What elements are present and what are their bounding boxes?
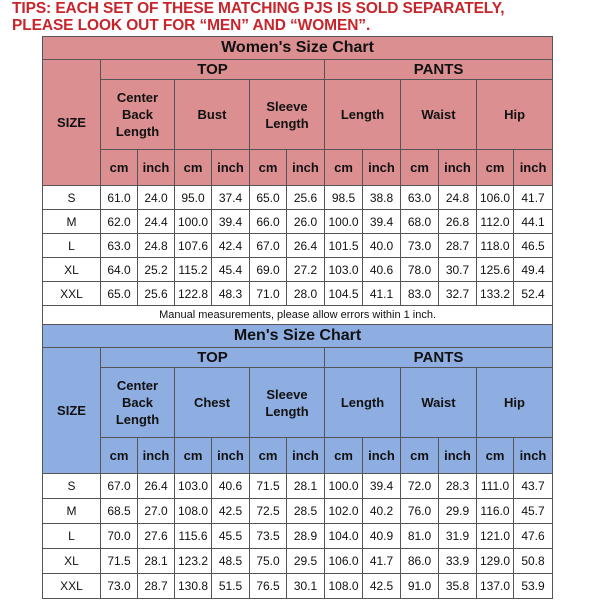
- table-cell: 75.0: [250, 549, 287, 574]
- table-cell: 67.0: [250, 234, 287, 258]
- table-cell: 104.0: [325, 524, 363, 549]
- table-cell: 122.8: [175, 282, 212, 306]
- table-cell: 101.5: [325, 234, 363, 258]
- table-row: [43, 499, 553, 524]
- tips-line-2: PLEASE LOOK OUT FOR “MEN” AND “WOMEN”.: [12, 17, 371, 34]
- size-header: SIZE: [43, 60, 101, 186]
- table-cell: 45.7: [514, 499, 553, 524]
- table-cell: 35.8: [439, 574, 477, 599]
- unit-header: cm: [477, 438, 514, 474]
- table-cell: 40.0: [363, 234, 401, 258]
- table-cell: 25.2: [138, 258, 175, 282]
- table-row: [43, 186, 553, 210]
- table-cell: 112.0: [477, 210, 514, 234]
- table-cell: 73.5: [250, 524, 287, 549]
- table-cell: 103.0: [325, 258, 363, 282]
- table-cell: 39.4: [363, 210, 401, 234]
- table-row: [43, 524, 553, 549]
- unit-header: cm: [101, 438, 138, 474]
- table-cell: 111.0: [477, 474, 514, 499]
- unit-header: inch: [138, 438, 175, 474]
- table-cell: 70.0: [101, 524, 138, 549]
- table-cell: 26.4: [287, 234, 325, 258]
- unit-header: cm: [325, 150, 363, 186]
- table-cell: 108.0: [325, 574, 363, 599]
- table-cell: 61.0: [101, 186, 138, 210]
- table-cell: 27.2: [287, 258, 325, 282]
- table-cell: 72.0: [401, 474, 439, 499]
- table-cell: 37.4: [212, 186, 250, 210]
- unit-header: cm: [175, 150, 212, 186]
- table-cell: 41.7: [514, 186, 553, 210]
- unit-header: inch: [212, 150, 250, 186]
- unit-header: inch: [514, 438, 553, 474]
- table-cell: 30.1: [287, 574, 325, 599]
- table-cell: 30.7: [439, 258, 477, 282]
- table-cell: 26.4: [138, 474, 175, 499]
- table-cell: 123.2: [175, 549, 212, 574]
- size-label-cell: S: [43, 186, 101, 210]
- table-cell: 65.0: [250, 186, 287, 210]
- column-header: Length: [325, 368, 401, 438]
- column-header: Hip: [477, 368, 553, 438]
- column-header: Bust: [175, 80, 250, 150]
- table-cell: 98.5: [325, 186, 363, 210]
- table-cell: 26.0: [287, 210, 325, 234]
- unit-header: inch: [439, 150, 477, 186]
- table-cell: 40.6: [363, 258, 401, 282]
- size-label-cell: M: [43, 499, 101, 524]
- top-group-header: TOP: [101, 60, 325, 80]
- column-header: Sleeve Length: [250, 368, 325, 438]
- unit-header: cm: [325, 438, 363, 474]
- size-label-cell: XXL: [43, 282, 101, 306]
- table-row: [43, 258, 553, 282]
- size-label-cell: S: [43, 474, 101, 499]
- table-cell: 103.0: [175, 474, 212, 499]
- table-cell: 27.0: [138, 499, 175, 524]
- table-cell: 130.8: [175, 574, 212, 599]
- table-cell: 49.4: [514, 258, 553, 282]
- table-cell: 45.4: [212, 258, 250, 282]
- size-label-cell: L: [43, 234, 101, 258]
- column-header: Chest: [175, 368, 250, 438]
- table-cell: 76.5: [250, 574, 287, 599]
- tips-banner: [12, 0, 592, 34]
- column-header: Sleeve Length: [250, 80, 325, 150]
- unit-header: cm: [175, 438, 212, 474]
- table-cell: 33.9: [439, 549, 477, 574]
- column-header: Center Back Length: [101, 368, 175, 438]
- unit-header: inch: [287, 438, 325, 474]
- table-cell: 71.5: [101, 549, 138, 574]
- column-header: Waist: [401, 368, 477, 438]
- column-header: Hip: [477, 80, 553, 150]
- table-cell: 78.0: [401, 258, 439, 282]
- table-cell: 28.3: [439, 474, 477, 499]
- table-cell: 115.2: [175, 258, 212, 282]
- table-cell: 62.0: [101, 210, 138, 234]
- table-row: [43, 210, 553, 234]
- table-cell: 28.1: [138, 549, 175, 574]
- table-cell: 28.7: [138, 574, 175, 599]
- table-cell: 108.0: [175, 499, 212, 524]
- table-cell: 100.0: [175, 210, 212, 234]
- size-label-cell: XL: [43, 549, 101, 574]
- table-cell: 100.0: [325, 474, 363, 499]
- table-cell: 102.0: [325, 499, 363, 524]
- table-cell: 118.0: [477, 234, 514, 258]
- table-cell: 28.9: [287, 524, 325, 549]
- table-cell: 24.8: [439, 186, 477, 210]
- table-cell: 81.0: [401, 524, 439, 549]
- table-cell: 66.0: [250, 210, 287, 234]
- table-cell: 28.1: [287, 474, 325, 499]
- table-cell: 76.0: [401, 499, 439, 524]
- table-cell: 24.0: [138, 186, 175, 210]
- table-cell: 46.5: [514, 234, 553, 258]
- unit-header: cm: [477, 150, 514, 186]
- table-cell: 86.0: [401, 549, 439, 574]
- table-cell: 47.6: [514, 524, 553, 549]
- table-cell: 40.6: [212, 474, 250, 499]
- table-cell: 69.0: [250, 258, 287, 282]
- table-cell: 129.0: [477, 549, 514, 574]
- pants-group-header: PANTS: [325, 348, 553, 368]
- table-cell: 25.6: [138, 282, 175, 306]
- table-cell: 39.4: [212, 210, 250, 234]
- table-cell: 40.2: [363, 499, 401, 524]
- table-cell: 91.0: [401, 574, 439, 599]
- column-header: Waist: [401, 80, 477, 150]
- unit-header: inch: [212, 438, 250, 474]
- unit-header: inch: [138, 150, 175, 186]
- mens-chart-title: Men's Size Chart: [43, 325, 553, 348]
- table-cell: 44.1: [514, 210, 553, 234]
- table-cell: 137.0: [477, 574, 514, 599]
- table-cell: 48.5: [212, 549, 250, 574]
- womens-chart-title: Women's Size Chart: [43, 37, 553, 60]
- table-cell: 65.0: [101, 282, 138, 306]
- unit-header: inch: [363, 150, 401, 186]
- table-cell: 24.4: [138, 210, 175, 234]
- table-row: [43, 474, 553, 499]
- unit-header: cm: [101, 150, 138, 186]
- table-cell: 73.0: [401, 234, 439, 258]
- tips-line-1: TIPS: EACH SET OF THESE MATCHING PJS IS SOLD SEPARATELY,: [12, 0, 505, 17]
- table-cell: 45.5: [212, 524, 250, 549]
- unit-header: inch: [363, 438, 401, 474]
- table-cell: 31.9: [439, 524, 477, 549]
- table-cell: 40.9: [363, 524, 401, 549]
- table-cell: 53.9: [514, 574, 553, 599]
- table-cell: 29.9: [439, 499, 477, 524]
- table-cell: 106.0: [325, 549, 363, 574]
- table-row: [43, 574, 553, 599]
- table-cell: 42.5: [212, 499, 250, 524]
- table-cell: 24.8: [138, 234, 175, 258]
- table-cell: 50.8: [514, 549, 553, 574]
- table-cell: 107.6: [175, 234, 212, 258]
- table-cell: 63.0: [101, 234, 138, 258]
- table-cell: 27.6: [138, 524, 175, 549]
- unit-header: cm: [401, 150, 439, 186]
- unit-header: cm: [250, 438, 287, 474]
- womens-table-body: [43, 186, 553, 306]
- table-cell: 104.5: [325, 282, 363, 306]
- table-row: [43, 549, 553, 574]
- size-label-cell: M: [43, 210, 101, 234]
- table-cell: 32.7: [439, 282, 477, 306]
- table-cell: 125.6: [477, 258, 514, 282]
- table-cell: 121.0: [477, 524, 514, 549]
- table-cell: 26.8: [439, 210, 477, 234]
- table-cell: 73.0: [101, 574, 138, 599]
- table-row: [43, 282, 553, 306]
- unit-header: inch: [287, 150, 325, 186]
- column-header: Center Back Length: [101, 80, 175, 150]
- table-cell: 95.0: [175, 186, 212, 210]
- size-header: SIZE: [43, 348, 101, 474]
- table-cell: 29.5: [287, 549, 325, 574]
- table-cell: 67.0: [101, 474, 138, 499]
- mens-table-body: [43, 474, 553, 599]
- table-cell: 100.0: [325, 210, 363, 234]
- top-group-header: TOP: [101, 348, 325, 368]
- table-cell: 41.7: [363, 549, 401, 574]
- unit-header: inch: [514, 150, 553, 186]
- table-cell: 68.0: [401, 210, 439, 234]
- table-cell: 28.7: [439, 234, 477, 258]
- size-label-cell: XXL: [43, 574, 101, 599]
- unit-header: inch: [439, 438, 477, 474]
- table-cell: 68.5: [101, 499, 138, 524]
- size-label-cell: XL: [43, 258, 101, 282]
- table-cell: 133.2: [477, 282, 514, 306]
- table-cell: 116.0: [477, 499, 514, 524]
- table-row: [43, 234, 553, 258]
- table-cell: 51.5: [212, 574, 250, 599]
- table-cell: 43.7: [514, 474, 553, 499]
- table-cell: 64.0: [101, 258, 138, 282]
- unit-header: cm: [250, 150, 287, 186]
- pants-group-header: PANTS: [325, 60, 553, 80]
- table-cell: 48.3: [212, 282, 250, 306]
- table-cell: 25.6: [287, 186, 325, 210]
- table-cell: 39.4: [363, 474, 401, 499]
- unit-header: cm: [401, 438, 439, 474]
- womens-size-chart: [42, 36, 553, 325]
- column-header: Length: [325, 80, 401, 150]
- table-cell: 52.4: [514, 282, 553, 306]
- table-cell: 38.8: [363, 186, 401, 210]
- table-cell: 28.0: [287, 282, 325, 306]
- table-cell: 63.0: [401, 186, 439, 210]
- table-cell: 41.1: [363, 282, 401, 306]
- measurement-note: Manual measurements, please allow errors within 1 inch.: [43, 306, 553, 325]
- mens-size-chart: [42, 324, 553, 599]
- table-cell: 106.0: [477, 186, 514, 210]
- table-cell: 83.0: [401, 282, 439, 306]
- size-label-cell: L: [43, 524, 101, 549]
- table-cell: 28.5: [287, 499, 325, 524]
- table-cell: 72.5: [250, 499, 287, 524]
- table-cell: 115.6: [175, 524, 212, 549]
- table-cell: 71.5: [250, 474, 287, 499]
- table-cell: 42.5: [363, 574, 401, 599]
- table-cell: 42.4: [212, 234, 250, 258]
- table-cell: 71.0: [250, 282, 287, 306]
